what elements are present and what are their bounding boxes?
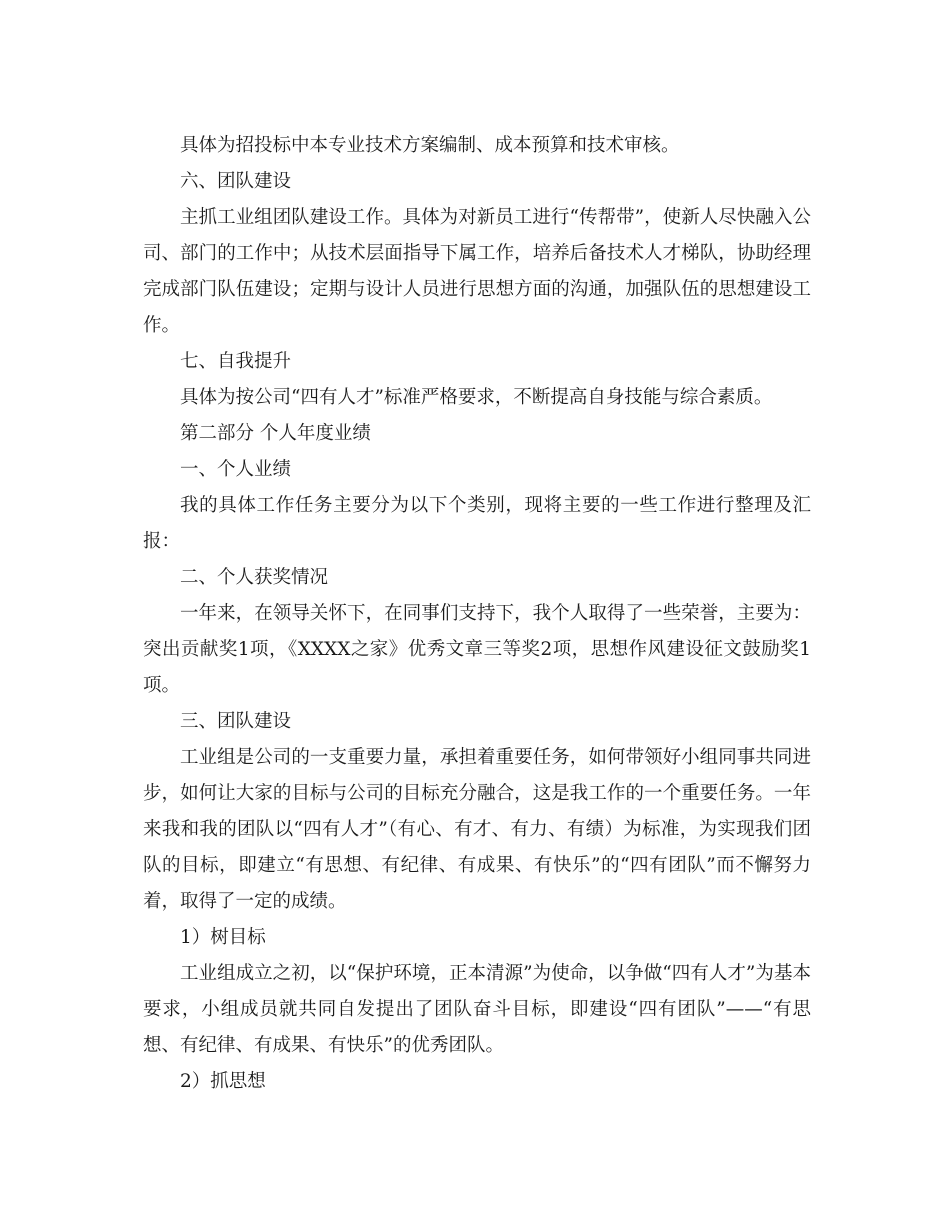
heading-team-building-6: 六、团队建设 <box>180 171 292 192</box>
paragraph-set-goals: 工业组成立之初，以“保护环境，正本清源”为使命，以争做“四有人才”为基本要求，小组成员就共同自发提出了团队奋斗目标，即建设“四有团队”——“有思想、有纪律、有成果、有快乐”的优秀团队。 <box>143 963 811 1056</box>
paragraph-team-building: 工业组是公司的一支重要力量，承担着重要任务，如何带领好小组同事共同进步，如何让大家的目标与公司的目标充分融合，这是我工作的一个重要任务。一年来我和我的团队以“四有人才”（有心、有才、有力、有绩）为标准，为实现我们团队的目标，即建立“有思想、有纪律、有成果、有快乐”的“四有团队”而不懈努力着，取得了一定的成绩。 <box>143 747 811 912</box>
heading-personal-performance: 一、个人业绩 <box>180 459 292 480</box>
heading-set-goals: 1）树目标 <box>180 927 266 948</box>
heading-focus-thinking: 2）抓思想 <box>180 1071 266 1092</box>
document-body <box>143 128 811 1100</box>
heading-team-building-3: 三、团队建设 <box>180 711 292 732</box>
heading-self-improvement: 七、自我提升 <box>180 351 292 372</box>
heading-part-two: 第二部分 个人年度业绩 <box>180 423 371 444</box>
paragraph-awards: 一年来，在领导关怀下，在同事们支持下，我个人取得了一些荣誉，主要为：突出贡献奖1项，《XXXX之家》优秀文章三等奖2项，思想作风建设征文鼓励奖1项。 <box>143 603 811 696</box>
paragraph-self-improvement: 具体为按公司“四有人才”标准严格要求，不断提高自身技能与综合素质。 <box>180 387 773 408</box>
paragraph-team-building-duty: 主抓工业组团队建设工作。具体为对新员工进行“传帮带”，使新人尽快融入公司、部门的工作中；从技术层面指导下属工作，培养后备技术人才梯队，协助经理完成部门队伍建设；定期与设计人员进行思想方面的沟通，加强队伍的思想建设工作。 <box>143 207 811 336</box>
paragraph-bidding-duty: 具体为招投标中本专业技术方案编制、成本预算和技术审核。 <box>180 135 680 156</box>
paragraph-personal-performance: 我的具体工作任务主要分为以下个类别，现将主要的一些工作进行整理及汇报： <box>143 495 811 552</box>
heading-awards: 二、个人获奖情况 <box>180 567 329 588</box>
